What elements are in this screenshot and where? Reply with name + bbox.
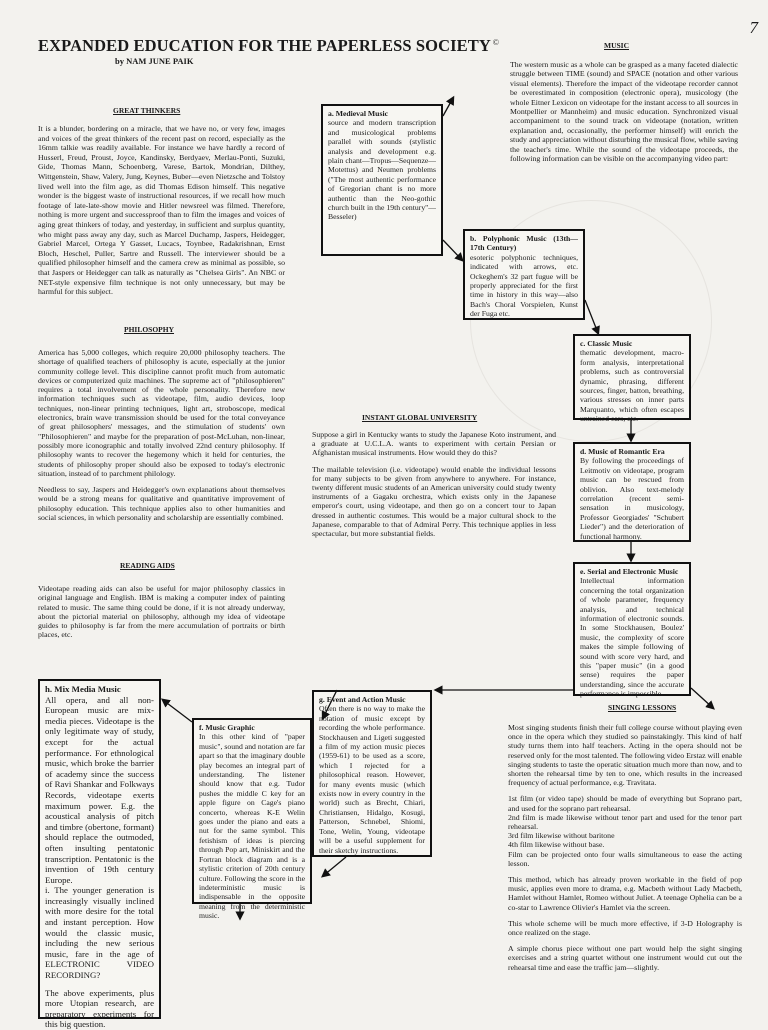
heading-singing-lessons: SINGING LESSONS — [608, 703, 677, 712]
philosophy-paragraph-2: Needless to say, Jaspers and Heidegger's own explanations about themselves would be a strong means for qualitative and quantitative improvement of philosophy education. This technique applies also to other humanities and social sciences, in which personality and scholarship are essentially combined. — [38, 485, 285, 523]
box-f-label: f. Music Graphic — [199, 723, 255, 732]
box-c-body: thematic development, macro-form analysis, interpretational problems, such as controversial dynamic, phrasing, different sources, finger, batton, breathing, various stresses on inner parts Marquanto, which often escapes untrained ears, etc. — [580, 348, 684, 424]
box-f-body: In this other kind of "paper music", sound and notation are far apart so that the imaginary double play becomes an integral part of understanding. The listener should know that e.g. Tudor pushes the middle C key for an apple figure on Cage's piano concerto, whereas K-E Welin goes under the piano and eats a nut for the same symbol. This fetishism of ideas is piercing through Pop art, Miniskirt and the Fortran block diagram and is a stylistic criterion of 20th century culture. Following the score in the indeterministic music is indispensable in the opposite meaning from the deterministic music. — [199, 732, 305, 921]
box-g-label: g. Event and Action Music — [319, 695, 406, 704]
box-e-label: e. Serial and Electronic Music — [580, 567, 679, 576]
singing-paragraph-6: Film can be projected onto four walls simultaneous to ease the acting lesson. — [508, 849, 742, 868]
box-i-body: i. The younger generation is increasingly visually inclined with more desire for the total and instant perception. How would the classic music, including the new serious music, fare in the age of ELECTRONIC VIDEO RECORDING? — [45, 885, 154, 981]
reading-aids-body — [38, 584, 285, 647]
music-body — [510, 60, 738, 170]
box-e-body: Intellectual information concerning the total organization of whole parameter, frequency analysis, and technical information of electronic sounds. In some Stockhausen, Boulez' music, the complexity of score makes the simple following of sound with score very hard, and this "paper music" (in a good sense) requires the paper understanding, since the accurate performance is impossible. — [580, 576, 684, 699]
singing-paragraph-5: 4th film likewise without base. — [508, 840, 605, 850]
heading-instant-global-university: INSTANT GLOBAL UNIVERSITY — [362, 413, 478, 422]
igu-paragraph-2: The mailable television (i.e. videotape) would enable the individual lessons for many subjects to be given from anywhere to anywhere. For instance, twenty different music students of an American university could study twenty instruments of a Gagaku orchestra, which exists only in the Japanese emperor's court, using videotape, and then go on a concert tour to Japan dressed in authentic costumes. This would be a major cultural shock to the Japanese, comparable to that of Admiral Perry. This technique applies in less spectacular, but more substantial fields. — [312, 464, 556, 539]
box-c-label: c. Classic Music — [580, 339, 633, 348]
arrow-a-to-b — [443, 240, 462, 260]
arrow-e-to-singing — [691, 688, 713, 708]
article-title — [38, 36, 508, 56]
singing-paragraph-9: A simple chorus piece without one part would help the sight singing exercises and a string quartet without one instrument would cut out the rehearsal time and ease the traffic jam—slightly. — [508, 944, 742, 972]
box-a-body: source and modern transcription and musicological problems parallel with sounds (stylistic analysis and development e.g. plain chant—Tropus—Sequenze—Motettus) and Neumen problems ("The most authentic performance of Gregorian chant is no more authentic than the Neo-gothic church built in the 19th century"—Besseler) — [328, 118, 436, 222]
heading-philosophy: PHILOSOPHY — [124, 325, 175, 334]
reading-aids-paragraph: Videotape reading aids can also be useful for major philosophy classics in original language and English. IBM is making a computer index of painting related to music. The same thing could be done, if it is not already underway, about the pictorial material on philosophy, although my idea of videotape guides to philosophy is far from the mere accumulation of portraits or birth places, etc. — [38, 584, 285, 640]
philosophy-body — [38, 348, 285, 529]
arrow-to-music — [443, 98, 453, 116]
igu-paragraph-1: Suppose a girl in Kentucky wants to study the Japanese Koto instrument, and a graduate at U.C.L.A. wants to experiment with certain Persian or Afghanistan musical instruments. How would they do this? — [312, 430, 556, 458]
box-h-label: h. Mix Media Music — [45, 684, 121, 694]
heading-great-thinkers: GREAT THINKERS — [113, 106, 181, 115]
copyright-mark: © — [492, 37, 500, 47]
great-thinkers-body — [38, 124, 285, 304]
arrow-g-down — [323, 857, 346, 876]
box-event-action-music — [312, 690, 432, 857]
singing-paragraph-2: 1st film (or video tape) should be made of everything but Soprano part, and used for the soprano part rehearsal. — [508, 794, 742, 813]
singing-paragraph-1: Most singing students finish their full college course without playing even once in the opera which they studied so painstakingly. This kind of half study turns them into half teachers. Acting in the opera should not be reserved only for the most talented. The following video Erstaz will enable singing students to taste the operatic situation much more than now, and to shorten the rehearsal time by ten to one, which results in the increased frequency of actual performance, e.g. Travitata. — [508, 723, 742, 788]
box-b-body: esoteric polyphonic techniques, indicated with arrows, etc. Ockeghem's 32 part fugue will be properly appreciated for the first time in history in this way—also Bach's Choral Vorspielen, Kunst der Fuga etc. — [470, 252, 578, 319]
box-h-body: All opera, and all non-European music are mix-media pieces. Videotape is the only legitimate way of study, except for the actual performance. For ethnological music, which broke the barrier of academy since the success of Ravi Shankar and Folkways Records, videotape exerts maximum power. E.g. the acoustical analysis of pitch and timbre (obertone, formant) should replace the outmoded, often insulting pentatonic transcription. Pentatonic is the invention of 19th century Europe. — [45, 694, 154, 885]
arrow-f-to-h — [163, 700, 192, 722]
singing-paragraph-8: This whole scheme will be much more effective, if 3-D Holography is once realized on the stage. — [508, 918, 742, 938]
philosophy-paragraph-1: America has 5,000 colleges, which require 20,000 philosophy teachers. The shortage of qualified teachers of philosophy is acute, especially at the junior community college level. This discipline cannot profit much from automatic devices or computerized quiz machines. The supreme act of "philosophieren" requires a total involvement of the whole personality. Therefore new information techniques such as videotape, film, audio devices, loop techniques, non-linear printing techniques, light art, stroboscope, medical electronics, brain wave transmission should be used for the total conveyance of great philosophers' messages, and the stimulation of students' own "Philosophieren" and maybe for the preparation of post-McLuhan, non-linear, possibly more iconographic and totally involved 22nd century philosophy. If philosophy wants to recover the hegemony which it held for centuries, the students of philosophy proper should also be exposed to today's electronic situation, instead of to parchment philology. — [38, 348, 285, 478]
box-g-body: Often there is no way to make the notation of music except by recording the whole performance. Stockhausen and Ligeti suggested a film of my action music pieces (1959-61) to be used as a score, which I rejected for a philosophical reason. However, for many events music (which exists now in every country in the world) such as Brecht, Chiari, Christiansen, Hidalgo, Kosugi, Patterson, Schnebel, Shiomi, Tone, Welin, Young, videotape will be a useful supplement for their sketchy instructions. — [319, 704, 425, 855]
box-d-label: d. Music of Romantic Era — [580, 447, 665, 456]
box-h-closing: The above experiments, plus more Utopian research, are preparatory experiments for this big question. — [45, 987, 154, 1030]
singing-lessons-body — [508, 723, 742, 979]
great-thinkers-paragraph: It is a blunder, bordering on a miracle, that we have no, or very few, images and voices of the great thinkers of the recent past on record, especially as the 16mm talkie was readily available. For instance we have hardly a record of Husserl, Freud, Proust, Joyce, Kandinsky, Berdyaev, Merlau-Ponti, Suzuki, Gide, Thomas Mann, Schoenberg, Varese, Bartok, Mondrian, Dilthey, Wittgenstein, Shaw, Valery, Jung, Keynes, Buber—even Nietzsche and Tolstoy lived well into the film age, as did Thomas Edison himself. This negative wonder is the biggest waste of instructional resources, if we recall how much footage of late-late-show movie and Hitler newsreel was filmed. Therefore, nothing is more urgent and successproof than to film the images and voices of aging great thinkers of today, and yesterday, in sufficient and surplus quantity, who might pass away any day, such as Marcel Duchamp, Jaspers, Heidegger, Gabriel Marcel, Ortega Y Gasset, Lucacs, Toynbee, Radakrishnan, Ernst Bloch, Heschel, Puller, Sartre and Russell. The interviewer should be a qualified philosopher himself and the camera crew as minimal as possible, so that Jaspers or Heidegger can talk as naturally as "Chelsea Girls". An NBC or NET-style expensive film technique is not only unnecessary, but may be harmful for this subject. — [38, 124, 285, 297]
box-music-graphic — [192, 718, 312, 921]
singing-paragraph-4: 3rd film likewise without baritone — [508, 831, 615, 841]
singing-paragraph-7: This method, which has already proven workable in the field of pop music, applies even more to drama, e.g. Macbeth without Lady Macbeth, Hamlet without Hamlet, Romeo without Juliet. A teenage Ophelia can be a co-star to Lawrence Olivier's Hamlet via the screen. — [508, 875, 742, 912]
instant-global-university-body — [312, 430, 556, 545]
music-paragraph: The western music as a whole can be grasped as a many faceted dialectic struggle between TIME (sound) and SPACE (notation and other various visual elements). Therefore the impact of the videotape recorder cannot be overestimated in composition (electronic opera), musicology (the whole Eitner Lexicon on videotape for the instant access to all sources in Montpellier or Mannheim) and music education. Synchronized visual accompaniment to the sound track on videotape (notation, written explanation and, occasionally, the performer himself) will enrich the study and appreciation without disturbing the musical flow, while saving the teacher's time. While the sound of the videotape proceeds, the following information can be visible on the accompanying video part: — [510, 60, 738, 164]
title-text: EXPANDED EDUCATION FOR THE PAPERLESS SOCIETY — [38, 36, 491, 55]
box-medieval-music — [321, 104, 443, 256]
box-polyphonic-music — [463, 229, 585, 320]
heading-music: MUSIC — [604, 41, 630, 50]
box-mix-media-music — [38, 679, 161, 1030]
box-b-label: b. Polyphonic Music (13th—17th Century) — [470, 234, 578, 253]
box-classic-music — [573, 334, 691, 424]
box-romantic-music — [573, 442, 691, 542]
page-number: 7 — [749, 18, 758, 37]
singing-paragraph-3: 2nd film is made likewise without tenor part and used for the tenor part rehearsal. — [508, 812, 742, 832]
box-a-label: a. Medieval Music — [328, 109, 388, 118]
box-d-body: By following the proceedings of Leitmotiv on videotape, program music can be rescued from oblivion. Also text-melody correlation (recent semi-sensation in musicology, Professor Georgiades' "Schubert Lieder") and the deterioration of functional harmony. — [580, 456, 684, 541]
box-serial-electronic-music — [573, 562, 691, 699]
heading-reading-aids: READING AIDS — [120, 561, 175, 570]
byline: by NAM JUNE PAIK — [115, 56, 194, 66]
